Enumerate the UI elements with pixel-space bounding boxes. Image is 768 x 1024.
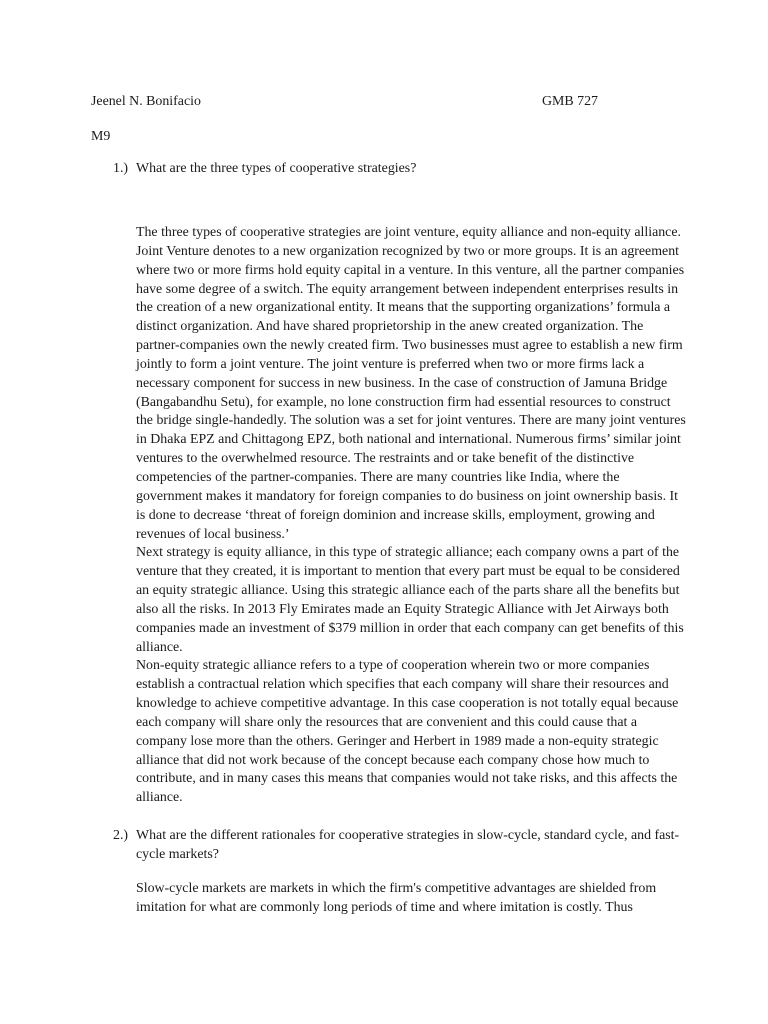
answer-paragraph: Non-equity strategic alliance refers to a type of cooperation wherein two or more companies establish a contractual relation which specifies that each company will share their resources and knowledge to achieve competitive advantage. In this case cooperation is not totally equal because each company will share only the resources that are convenient and this could cause that a company lose more than the others. Geringer and Herbert in 1989 made a non-equity strategic alliance that did not work because of the concept because each company chose how much to contribute, and in many cases this means that companies would not take risks, and this affects the alliance. [136,658,679,806]
answer-paragraph: The three types of cooperative strategies are joint venture, equity alliance and non-equity alliance. Joint Venture denotes to a new organization recognized by two or more groups. It is an agreement where two or more firms hold equity capital in a venture. In this venture, all the partner companies have some degree of a switch. The equity arrangement between independent enterprises results in the creation of a new organizational entity. It means that the supporting organizations’ formula a distinct organization. And have shared proprietorship in the anew created organization. The partner-companies own the newly created firm. Two businesses must agree to establish a new firm jointly to form a joint venture. The joint venture is preferred when two or more firms lack a necessary component for success in new business. In the case of construction of Jamuna Bridge (Bangabandhu Setu), for example, no lone construction firm had essential resources to construct the bridge single-handedly. The solution was a set for joint ventures. There are many joint ventures in Dhaka EPZ and Chittagong EPZ, both national and international. Numerous firms’ similar joint ventures to the overwhelmed resource. The restraints and or take benefit of the distinctive competencies of the partner-companies. There are many countries like India, where the government makes it mandatory for foreign companies to do business on joint ownership basis. It is done to decrease ‘threat of foreign dominion and increase skills, employment, growing and revenues of local business.’ [136,225,686,542]
course-code: GMB 727 [542,94,598,109]
author-name: Jeenel N. Bonifacio [91,94,201,109]
answer-text [136,880,686,918]
answer-paragraph: Next strategy is equity alliance, in this type of strategic alliance; each company owns a part of the venture that they created, it is important to mention that every part must be equal to be considered an equity strategic alliance. Using this strategic alliance each of the parts share all the benefits but also all the risks. In 2013 Fly Emirates made an Equity Strategic Alliance with Jet Airways both companies made an investment of $379 million in order that each company can get benefits of this alliance. [136,545,684,655]
question-text: What are the different rationales for cooperative strategies in slow-cycle, standard cycle, and fast-cycle markets? [136,828,680,862]
question-number: 1.) [113,161,129,176]
module-label: M9 [91,129,111,144]
answer-paragraph: Slow-cycle markets are markets in which the firm's competitive advantages are shielded from imitation for what are commonly long periods of time and where imitation is costly. Thus [136,881,657,915]
answer-text [136,224,686,808]
question-text: What are the three types of cooperative strategies? [136,161,417,176]
question-number: 2.) [113,828,129,843]
